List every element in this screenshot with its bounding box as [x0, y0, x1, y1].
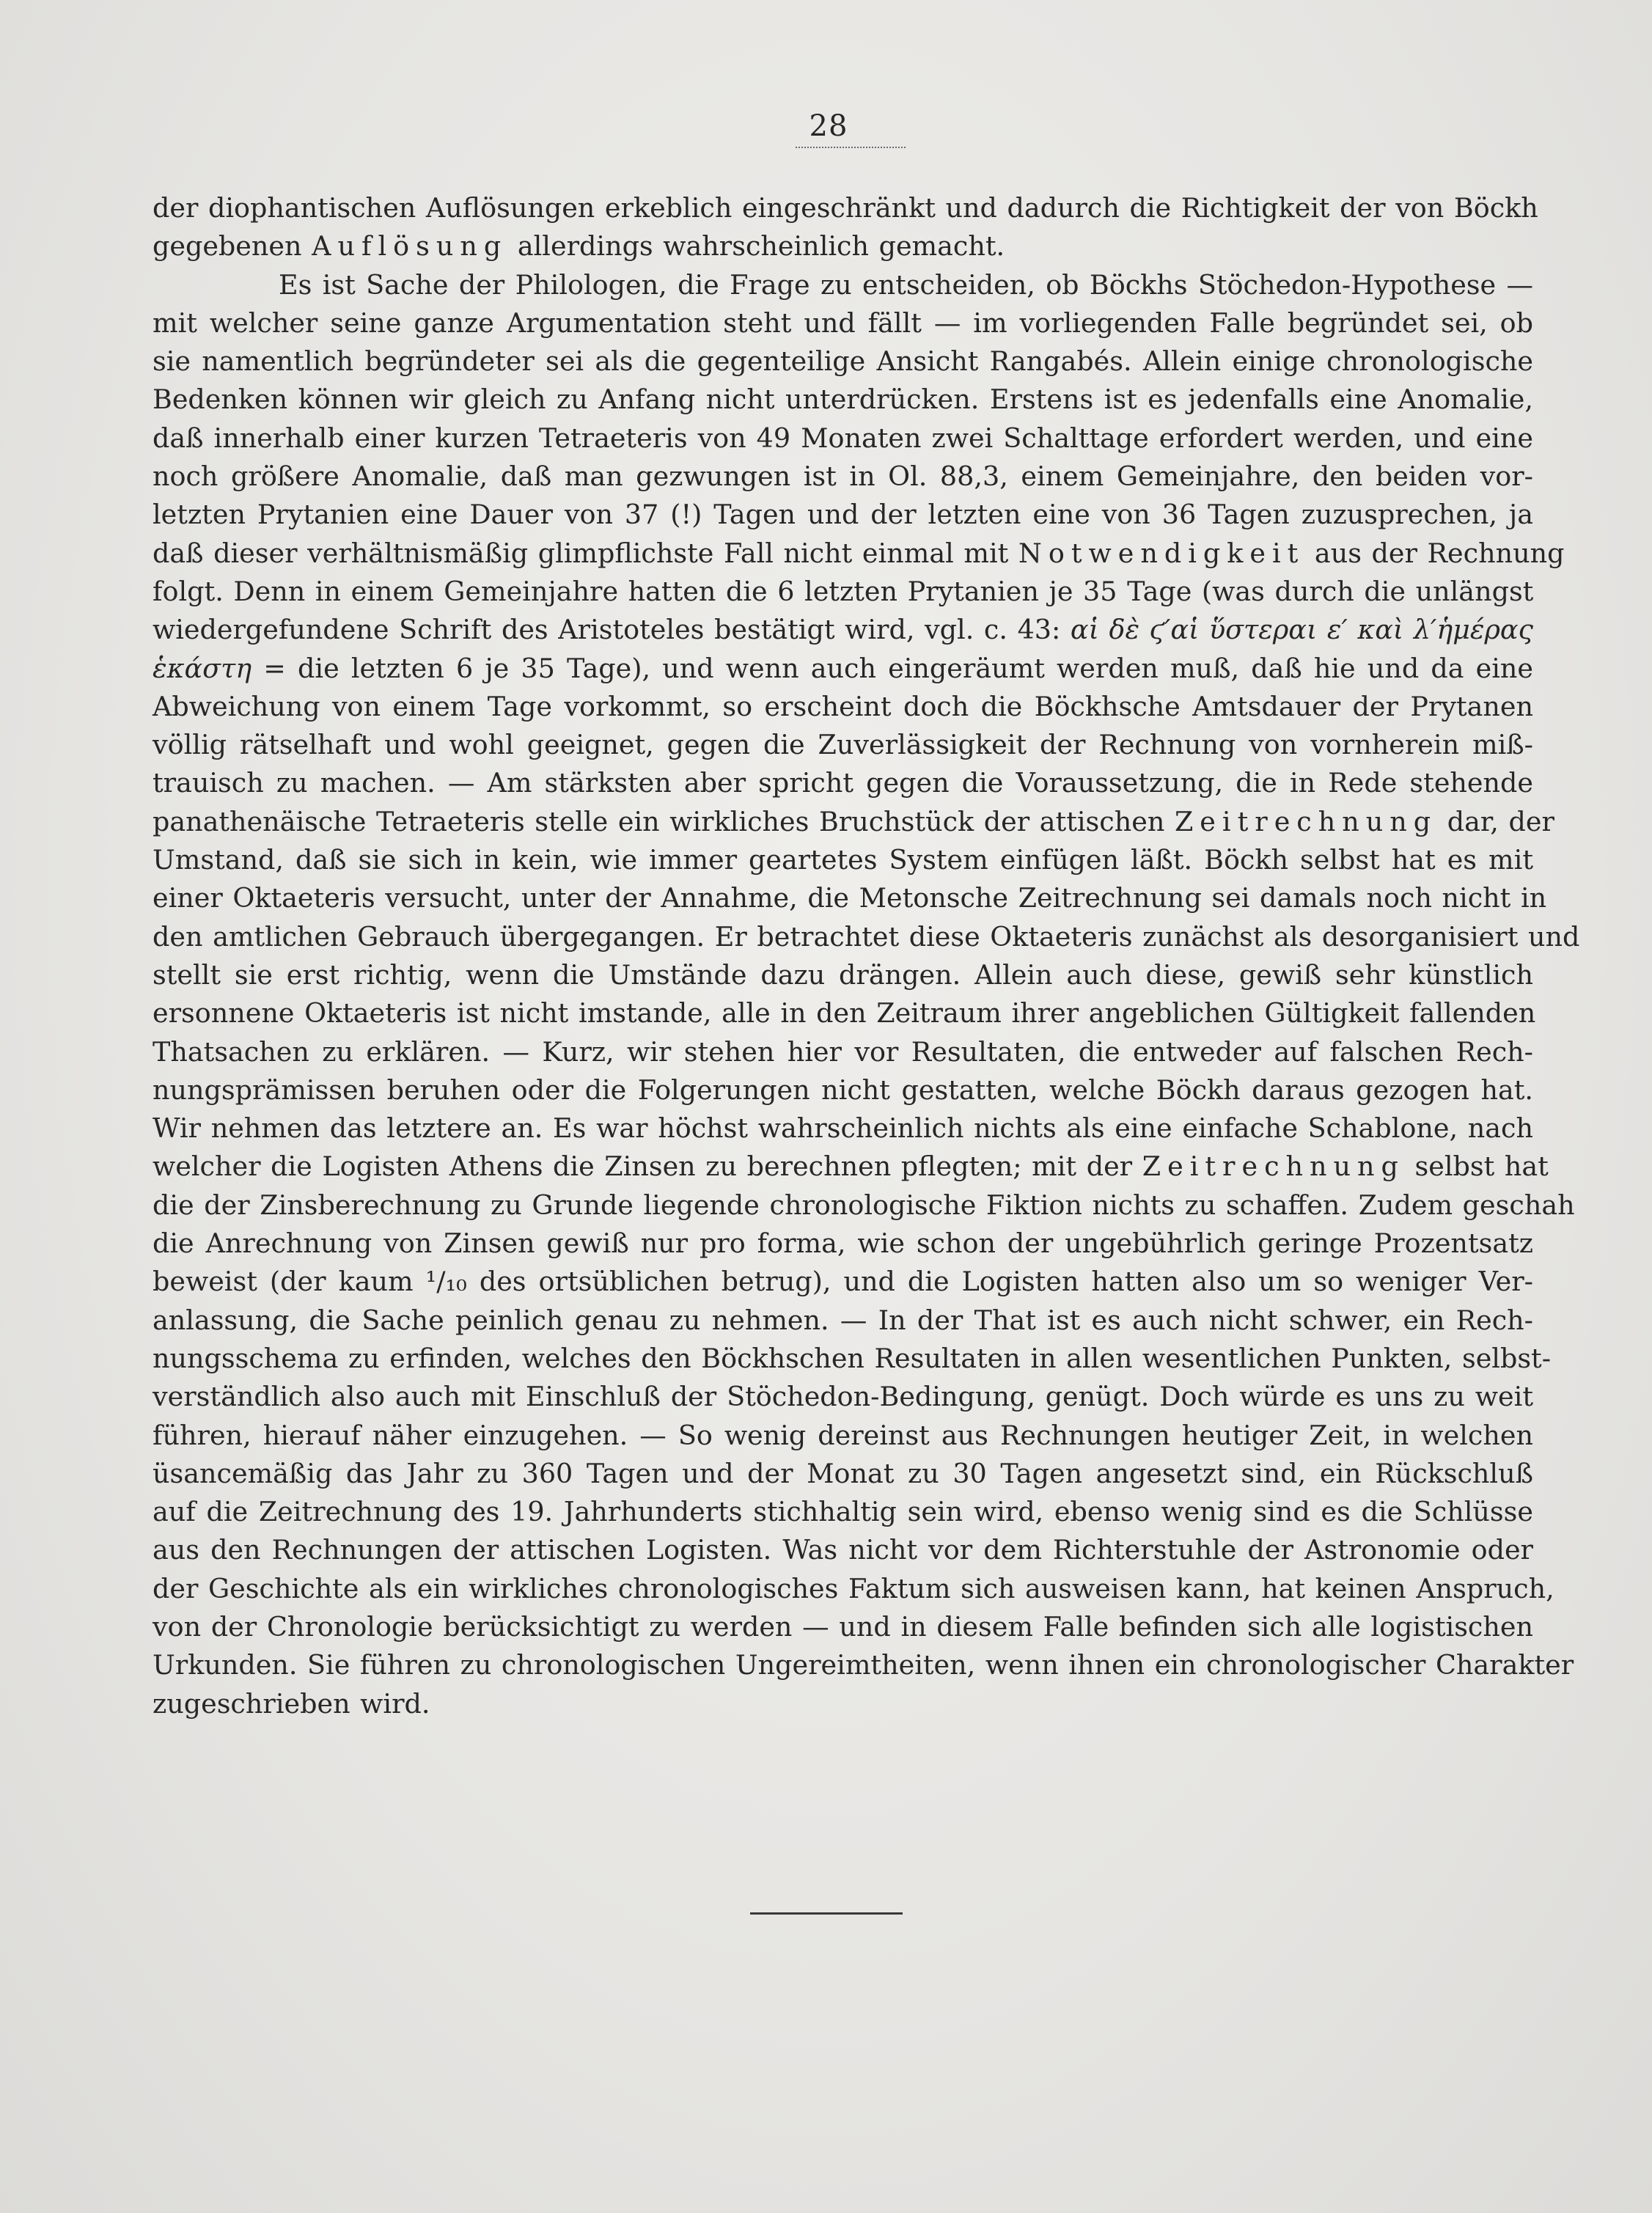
text-line	[153, 611, 1533, 649]
text-line	[153, 227, 1533, 265]
text-run: Thatsachen zu erklären. — Kurz, wir stehen hier vor Resultaten, die entweder auf falschen Rech-	[153, 1035, 1533, 1068]
text-run: nungsschema zu erfinden, welches den Böckhschen Resultaten in allen wesentlichen Punkten, selbst-	[153, 1342, 1552, 1374]
text-line	[153, 994, 1536, 1032]
text-line	[153, 266, 1533, 304]
text-line	[153, 1531, 1533, 1569]
text-run: folgt. Denn in einem Gemeinjahre hatten die 6 letzten Prytanien je 35 Tage (was durch die unlängst	[153, 575, 1534, 607]
text-run: zugeschrieben wird.	[153, 1687, 430, 1720]
text-run: Abweichung von einem Tage vorkommt, so erscheint doch die Böckhsche Amtsdauer der Prytanen	[153, 690, 1533, 722]
text-line	[153, 726, 1533, 764]
text-run: dar, der	[1437, 805, 1554, 837]
text-line	[153, 650, 1533, 688]
text-line	[153, 918, 1580, 956]
text-run: nungsprämissen beruhen oder die Folgerungen nicht gestatten, welche Böckh daraus gezogen hat.	[153, 1074, 1533, 1106]
text-run: üsancemäßig das Jahr zu 360 Tagen und der Monat zu 30 Tagen angesetzt sind, ein Rückschluß	[153, 1457, 1533, 1489]
text-line	[153, 535, 1565, 573]
text-line	[153, 1685, 1533, 1723]
text-run: welcher die Logisten Athens die Zinsen zu berechnen pflegten; mit der	[153, 1150, 1142, 1183]
text-line	[153, 764, 1533, 802]
text-line	[153, 879, 1547, 917]
text-run: mit welcher seine ganze Argumentation steht und fällt — im vorliegenden Falle begründet sei, ob	[153, 307, 1533, 339]
text-run: einer Oktaeteris versucht, unter der Annahme, die Metonsche Zeitrechnung sei damals noch nicht in	[153, 882, 1547, 914]
text-line	[153, 304, 1533, 342]
text-run: von der Chronologie berücksichtigt zu werden — und in diesem Falle befinden sich alle logistischen	[153, 1610, 1533, 1643]
text-run: wiedergefundene Schrift des Aristoteles bestätigt wird, vgl. c. 43:	[153, 614, 1071, 646]
text-run: der diophantischen Auflösungen erkeblich eingeschränkt und dadurch die Richtigkeit der von Böckh	[153, 192, 1538, 224]
text-line	[153, 1608, 1533, 1646]
text-run: der Geschichte als ein wirkliches chronologisches Faktum sich ausweisen kann, hat keinen Anspruch,	[153, 1572, 1554, 1604]
text-run: Umstand, daß sie sich in kein, wie immer geartetes System einfügen läßt. Böckh selbst hat es mit	[153, 844, 1533, 876]
text-line	[153, 573, 1533, 611]
text-run: anlassung, die Sache peinlich genau zu nehmen. — In der That ist es auch nicht schwer, ein Rech-	[153, 1304, 1533, 1336]
text-run: gegebenen	[153, 230, 312, 263]
text-run: selbst hat	[1404, 1150, 1549, 1183]
text-line	[153, 342, 1533, 381]
text-line	[153, 1225, 1533, 1263]
text-line	[153, 1493, 1533, 1531]
text-line	[153, 419, 1533, 458]
text-run: aus der Rechnung	[1304, 537, 1565, 569]
text-run: den amtlichen Gebrauch übergegangen. Er betrachtet diese Oktaeteris zunächst als desorganisiert und	[153, 920, 1580, 953]
greek-quote: ἑκάστη	[153, 652, 252, 684]
text-run: allerdings wahrscheinlich gemacht.	[507, 230, 1005, 263]
text-line	[153, 1302, 1533, 1340]
text-line	[153, 1646, 1574, 1684]
text-run: aus den Rechnungen der attischen Logisten. Was nicht vor dem Richterstuhle der Astronomie oder	[153, 1534, 1533, 1566]
text-line	[153, 1186, 1575, 1225]
text-run: die Anrechnung von Zinsen gewiß nur pro forma, wie schon der ungebührlich geringe Prozentsatz	[153, 1227, 1533, 1260]
text-line	[153, 803, 1554, 841]
text-line	[153, 1455, 1533, 1493]
text-line	[153, 1340, 1552, 1378]
text-run: = die letzten 6 je 35 Tage), und wenn auch eingeräumt werden muß, daß hie und da eine	[252, 652, 1533, 684]
text-run: führen, hierauf näher einzugehen. — So wenig dereinst aus Rechnungen heutiger Zeit, in welchen	[153, 1419, 1533, 1451]
text-run: verständlich also auch mit Einschluß der Stöchedon-Bedingung, genügt. Doch würde es uns zu weit	[153, 1381, 1533, 1413]
text-run: daß innerhalb einer kurzen Tetraeteris von 49 Monaten zwei Schalttage erfordert werden, und eine	[153, 422, 1533, 454]
text-line	[153, 1071, 1533, 1109]
text-run: trauisch zu machen. — Am stärksten aber spricht gegen die Voraussetzung, die in Rede stehende	[153, 767, 1533, 799]
text-run: ersonnene Oktaeteris ist nicht imstande, alle in den Zeitraum ihrer angeblichen Gültigkeit fallenden	[153, 997, 1536, 1030]
spaced-emphasis: Notwendigkeit	[1018, 537, 1305, 569]
text-run: Urkunden. Sie führen zu chronologischen Ungereimtheiten, wenn ihnen ein chronologischer Charakter	[153, 1649, 1574, 1681]
text-line	[153, 841, 1533, 879]
text-run: Wir nehmen das letztere an. Es war höchst wahrscheinlich nichts als eine einfache Schablone, nach	[153, 1112, 1533, 1145]
text-run: stellt sie erst richtig, wenn die Umstände dazu drängen. Allein auch diese, gewiß sehr künstlich	[153, 958, 1533, 991]
text-line	[153, 496, 1533, 534]
page-number-ornament	[796, 147, 906, 148]
text-run: Es ist Sache der Philologen, die Frage zu entscheiden, ob Böckhs Stöchedon-Hypothese —	[279, 268, 1533, 301]
greek-quote: αἱ δὲ ϛ′αἱ ὕστεραι ε′ καὶ λ′ἡμέρας	[1070, 614, 1533, 646]
spaced-emphasis: Zeitrechnung	[1174, 805, 1438, 837]
text-run: auf die Zeitrechnung des 19. Jahrhunderts stichhaltig sein wird, ebenso wenig sind es die Schlüsse	[153, 1496, 1533, 1528]
text-run: die der Zinsberechnung zu Grunde liegende chronologische Fiktion nichts zu schaffen. Zudem geschah	[153, 1189, 1575, 1221]
text-line	[153, 1148, 1549, 1186]
text-line	[153, 189, 1538, 227]
text-run: sie namentlich begründeter sei als die gegenteilige Ansicht Rangabés. Allein einige chronologische	[153, 345, 1533, 378]
text-line	[153, 1033, 1533, 1071]
text-run: panathenäische Tetraeteris stelle ein wirkliches Bruchstück der attischen	[153, 805, 1175, 837]
text-line	[153, 956, 1533, 994]
text-run: daß dieser verhältnismäßig glimpflichste Fall nicht einmal mit	[153, 537, 1018, 569]
text-run: beweist (der kaum ¹/₁₀ des ortsüblichen betrug), und die Logisten hatten also um so weniger Ver-	[153, 1266, 1533, 1298]
text-run: letzten Prytanien eine Dauer von 37 (!) Tagen und der letzten eine von 36 Tagen zuzusprechen, ja	[153, 499, 1533, 531]
text-run: völlig rätselhaft und wohl geeignet, gegen die Zuverlässigkeit der Rechnung von vornherein miß-	[153, 729, 1533, 761]
body-text	[153, 189, 1580, 1723]
text-line	[153, 1417, 1533, 1455]
end-rule	[750, 1912, 903, 1915]
text-line	[153, 458, 1533, 496]
text-run: noch größere Anomalie, daß man gezwungen ist in Ol. 88,3, einem Gemeinjahre, den beiden vor-	[153, 460, 1533, 493]
text-line	[153, 688, 1533, 726]
text-run: Bedenken können wir gleich zu Anfang nicht unterdrücken. Erstens ist es jedenfalls eine Anomalie,	[153, 383, 1533, 416]
spaced-emphasis: Auflösung	[312, 230, 508, 263]
spaced-emphasis: Zeitrechnung	[1142, 1150, 1405, 1183]
text-line	[153, 1570, 1554, 1608]
text-line	[153, 1263, 1533, 1301]
text-line	[153, 1378, 1533, 1416]
text-line	[153, 1109, 1533, 1148]
text-line	[153, 381, 1533, 419]
page-number: 28	[809, 109, 848, 143]
